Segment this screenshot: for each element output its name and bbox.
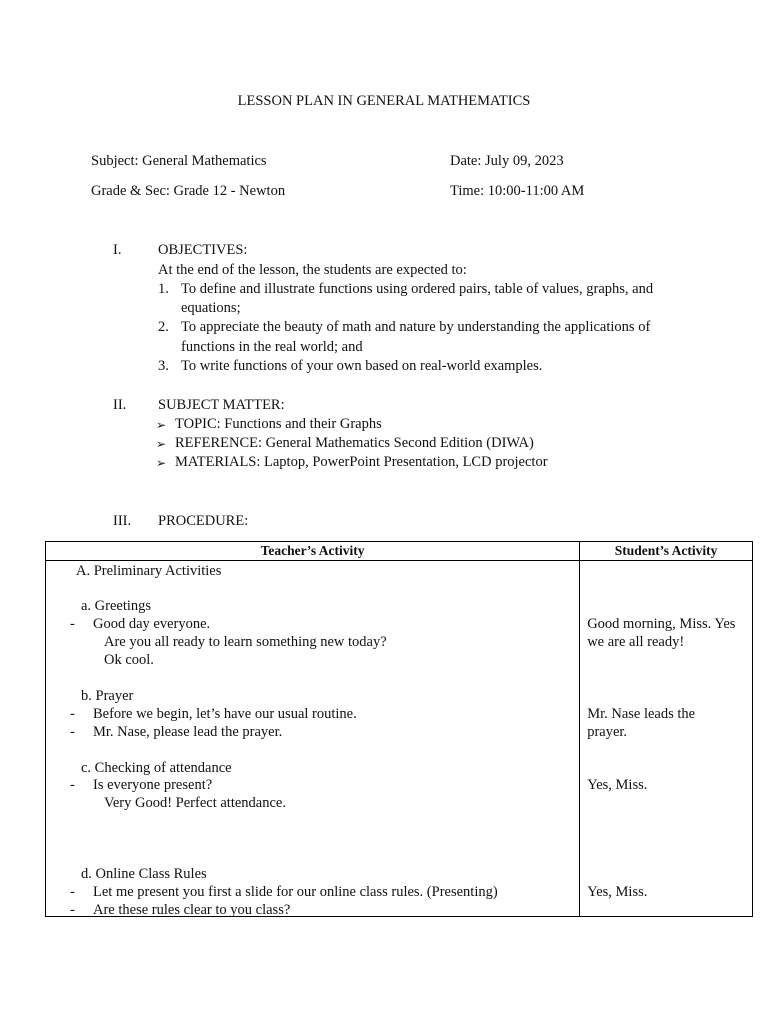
topic-text: TOPIC: Functions and their Graphs — [175, 416, 382, 432]
item-number: 2. — [158, 319, 169, 335]
teacher-line: Mr. Nase, please lead the prayer. — [93, 724, 283, 740]
student-response-cont: prayer. — [587, 724, 628, 740]
item-text-cont: equations; — [181, 300, 241, 316]
arrow-bullet-icon: ➢ — [156, 437, 167, 451]
prayer-label: b. Prayer — [81, 688, 134, 704]
section-numeral: III. — [113, 513, 132, 529]
time-field: Time: 10:00-11:00 AM — [450, 183, 585, 199]
dash-bullet: - — [70, 902, 75, 918]
item-text: To write functions of your own based on real-world examples. — [181, 358, 543, 374]
materials-text: MATERIALS: Laptop, PowerPoint Presentation, LCD projector — [175, 454, 548, 470]
teacher-line: Are these rules clear to you class? — [93, 902, 291, 918]
teacher-activity-header: Teacher’s Activity — [46, 542, 580, 561]
subject-field: Subject: General Mathematics — [91, 153, 267, 169]
arrow-bullet-icon: ➢ — [156, 456, 167, 470]
item-text-cont: functions in the real world; and — [181, 339, 363, 355]
item-number: 1. — [158, 281, 169, 297]
student-response: Yes, Miss. — [587, 777, 648, 793]
student-activity-cell — [580, 561, 753, 917]
section-numeral: I. — [113, 242, 122, 258]
online-class-rules-label: d. Online Class Rules — [81, 866, 207, 882]
teacher-activity-cell — [46, 561, 580, 917]
item-number: 3. — [158, 358, 169, 374]
teacher-line: Are you all ready to learn something new today? — [104, 634, 387, 650]
grade-section-field: Grade & Sec: Grade 12 - Newton — [91, 183, 286, 199]
dash-bullet: - — [70, 884, 75, 900]
student-activity-header: Student’s Activity — [580, 542, 753, 561]
teacher-line: Before we begin, let’s have our usual routine. — [93, 706, 357, 722]
preliminary-activities-label: A. Preliminary Activities — [76, 563, 222, 579]
date-field: Date: July 09, 2023 — [450, 153, 564, 169]
reference-text: REFERENCE: General Mathematics Second Edition (DIWA) — [175, 435, 534, 451]
section-heading: PROCEDURE: — [158, 513, 249, 529]
student-response-cont: we are all ready! — [587, 634, 685, 650]
attendance-label: c. Checking of attendance — [81, 760, 232, 776]
greetings-label: a. Greetings — [81, 598, 152, 614]
item-text: To define and illustrate functions using ordered pairs, table of values, graphs, and — [181, 281, 654, 297]
student-response: Yes, Miss. — [587, 884, 648, 900]
teacher-line: Good day everyone. — [93, 616, 211, 632]
student-response: Good morning, Miss. Yes — [587, 616, 736, 632]
table-header-row — [46, 542, 753, 561]
dash-bullet: - — [70, 706, 75, 722]
arrow-bullet-icon: ➢ — [156, 418, 167, 432]
dash-bullet: - — [70, 616, 75, 632]
teacher-line: Let me present you first a slide for our online class rules. (Presenting) — [93, 884, 498, 900]
teacher-line: Ok cool. — [104, 652, 154, 668]
table-row — [46, 561, 753, 917]
item-text: To appreciate the beauty of math and nature by understanding the applications of — [181, 319, 651, 335]
student-response: Mr. Nase leads the — [587, 706, 696, 722]
dash-bullet: - — [70, 777, 75, 793]
teacher-line: Very Good! Perfect attendance. — [104, 795, 286, 811]
section-numeral: II. — [113, 397, 127, 413]
section-heading: SUBJECT MATTER: — [158, 397, 285, 413]
objectives-intro: At the end of the lesson, the students are expected to: — [158, 262, 467, 278]
procedure-table — [45, 541, 753, 917]
page-title: LESSON PLAN IN GENERAL MATHEMATICS — [237, 93, 531, 109]
dash-bullet: - — [70, 724, 75, 740]
section-heading: OBJECTIVES: — [158, 242, 248, 258]
teacher-line: Is everyone present? — [93, 777, 213, 793]
